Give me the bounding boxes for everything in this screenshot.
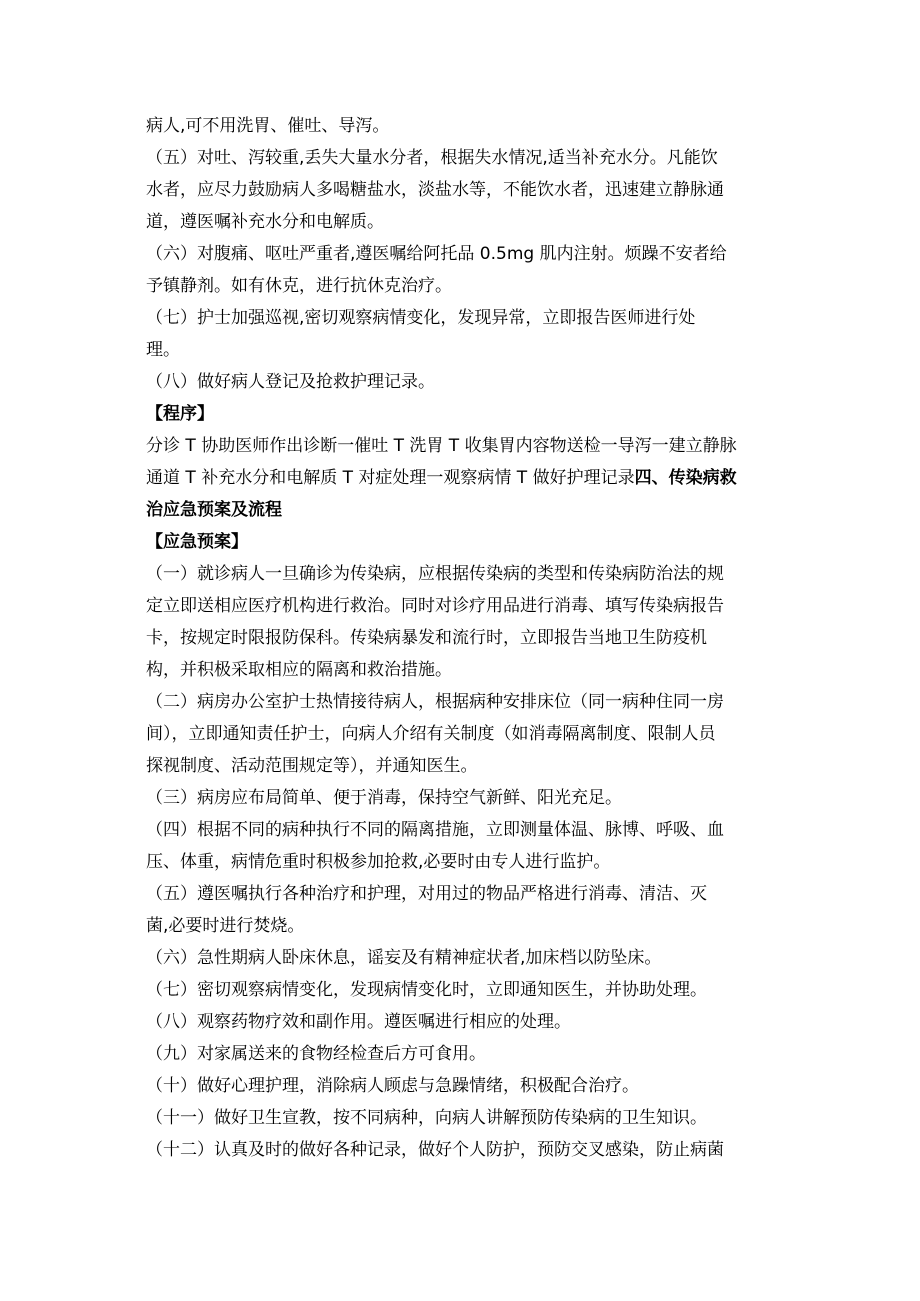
paragraph-text: 通道 T 补充水分和电解质 T 对症处理一观察病情 T 做好护理记录 (146, 468, 635, 488)
paragraph-line: （十）做好心理护理，消除病人顾虑与急躁情绪，积极配合治疗。 (146, 1076, 639, 1096)
paragraph-line: （九）对家属送来的食物经检查后方可食用。 (146, 1044, 486, 1064)
chapter-heading-continuation: 治应急预案及流程 (146, 500, 282, 520)
section-heading-emergency-plan: 【应急预案】 (146, 532, 248, 552)
paragraph-line: （八）观察药物疗效和副作用。遵医嘱进行相应的处理。 (146, 1012, 571, 1032)
paragraph-line: 理。 (146, 340, 180, 360)
paragraph-line: 道，遵医嘱补充水分和电解质。 (146, 212, 384, 232)
paragraph-line: 压、体重，病情危重时积极参加抢救,必要时由专人进行监护。 (146, 852, 611, 872)
paragraph-line: （四）根据不同的病种执行不同的隔离措施，立即测量体温、脉博、呼吸、血 (146, 820, 724, 840)
section-heading-procedure: 【程序】 (146, 404, 214, 424)
paragraph-line-with-heading (146, 462, 786, 494)
paragraph-line: 构，并积极采取相应的隔离和救治措施。 (146, 660, 452, 680)
paragraph-line: （六）对腹痛、呕吐严重者,遵医嘱给阿托品 0.5mg 肌内注射。烦躁不安者给 (146, 244, 727, 264)
paragraph-line: 水者，应尽力鼓励病人多喝糖盐水，淡盐水等，不能饮水者，迅速建立静脉通 (146, 180, 724, 200)
paragraph-line: 分诊 T 协助医师作出诊断一催吐 T 洗胃 T 收集胃内容物送检一导泻一建立静脉 (146, 436, 737, 456)
paragraph-line: 定立即送相应医疗机构进行救治。同时对诊疗用品进行消毒、填写传染病报告 (146, 596, 724, 616)
paragraph-line: （五）对吐、泻较重,丢失大量水分者，根据失水情况,适当补充水分。凡能饮 (146, 148, 718, 168)
paragraph-line: （一）就诊病人一旦确诊为传染病，应根据传染病的类型和传染病防治法的规 (146, 564, 724, 584)
paragraph-line: 予镇静剂。如有休克，进行抗休克治疗。 (146, 276, 452, 296)
paragraph-line: 间），立即通知责任护士，向病人介绍有关制度（如消毒隔离制度、限制人员 (146, 724, 716, 744)
paragraph-line: 病人,可不用洗胃、催吐、导泻。 (146, 116, 390, 136)
paragraph-line: （十二）认真及时的做好各种记录，做好个人防护，预防交叉感染，防止病菌 (146, 1140, 724, 1160)
paragraph-line: 菌,必要时进行焚烧。 (146, 916, 305, 936)
paragraph-line: （二）病房办公室护士热情接待病人，根据病种安排床位（同一病种住同一房 (146, 692, 724, 712)
paragraph-line: （七）护士加强巡视,密切观察病情变化，发现异常，立即报告医师进行处 (146, 308, 696, 328)
paragraph-line: （六）急性期病人卧床休息，谣妄及有精神症状者,加床档以防坠床。 (146, 948, 662, 968)
paragraph-line: 卡，按规定时限报防保科。传染病暴发和流行时，立即报告当地卫生防疫机 (146, 628, 707, 648)
document-page (146, 110, 786, 1166)
paragraph-line: （三）病房应布局简单、便于消毒，保持空气新鲜、阳光充足。 (146, 788, 622, 808)
paragraph-line: （八）做好病人登记及抢救护理记录。 (146, 372, 435, 392)
paragraph-line: （五）遵医嘱执行各种治疗和护理，对用过的物品严格进行消毒、清洁、灭 (146, 884, 707, 904)
paragraph-line: （七）密切观察病情变化，发现病情变化时，立即通知医生，并协助处理。 (146, 980, 707, 1000)
paragraph-line: 探视制度、活动范围规定等），并通知医生。 (146, 756, 478, 776)
paragraph-line: （十一）做好卫生宣教，按不同病种，向病人讲解预防传染病的卫生知识。 (146, 1108, 707, 1128)
chapter-heading-part: 四、传染病救 (634, 468, 737, 488)
